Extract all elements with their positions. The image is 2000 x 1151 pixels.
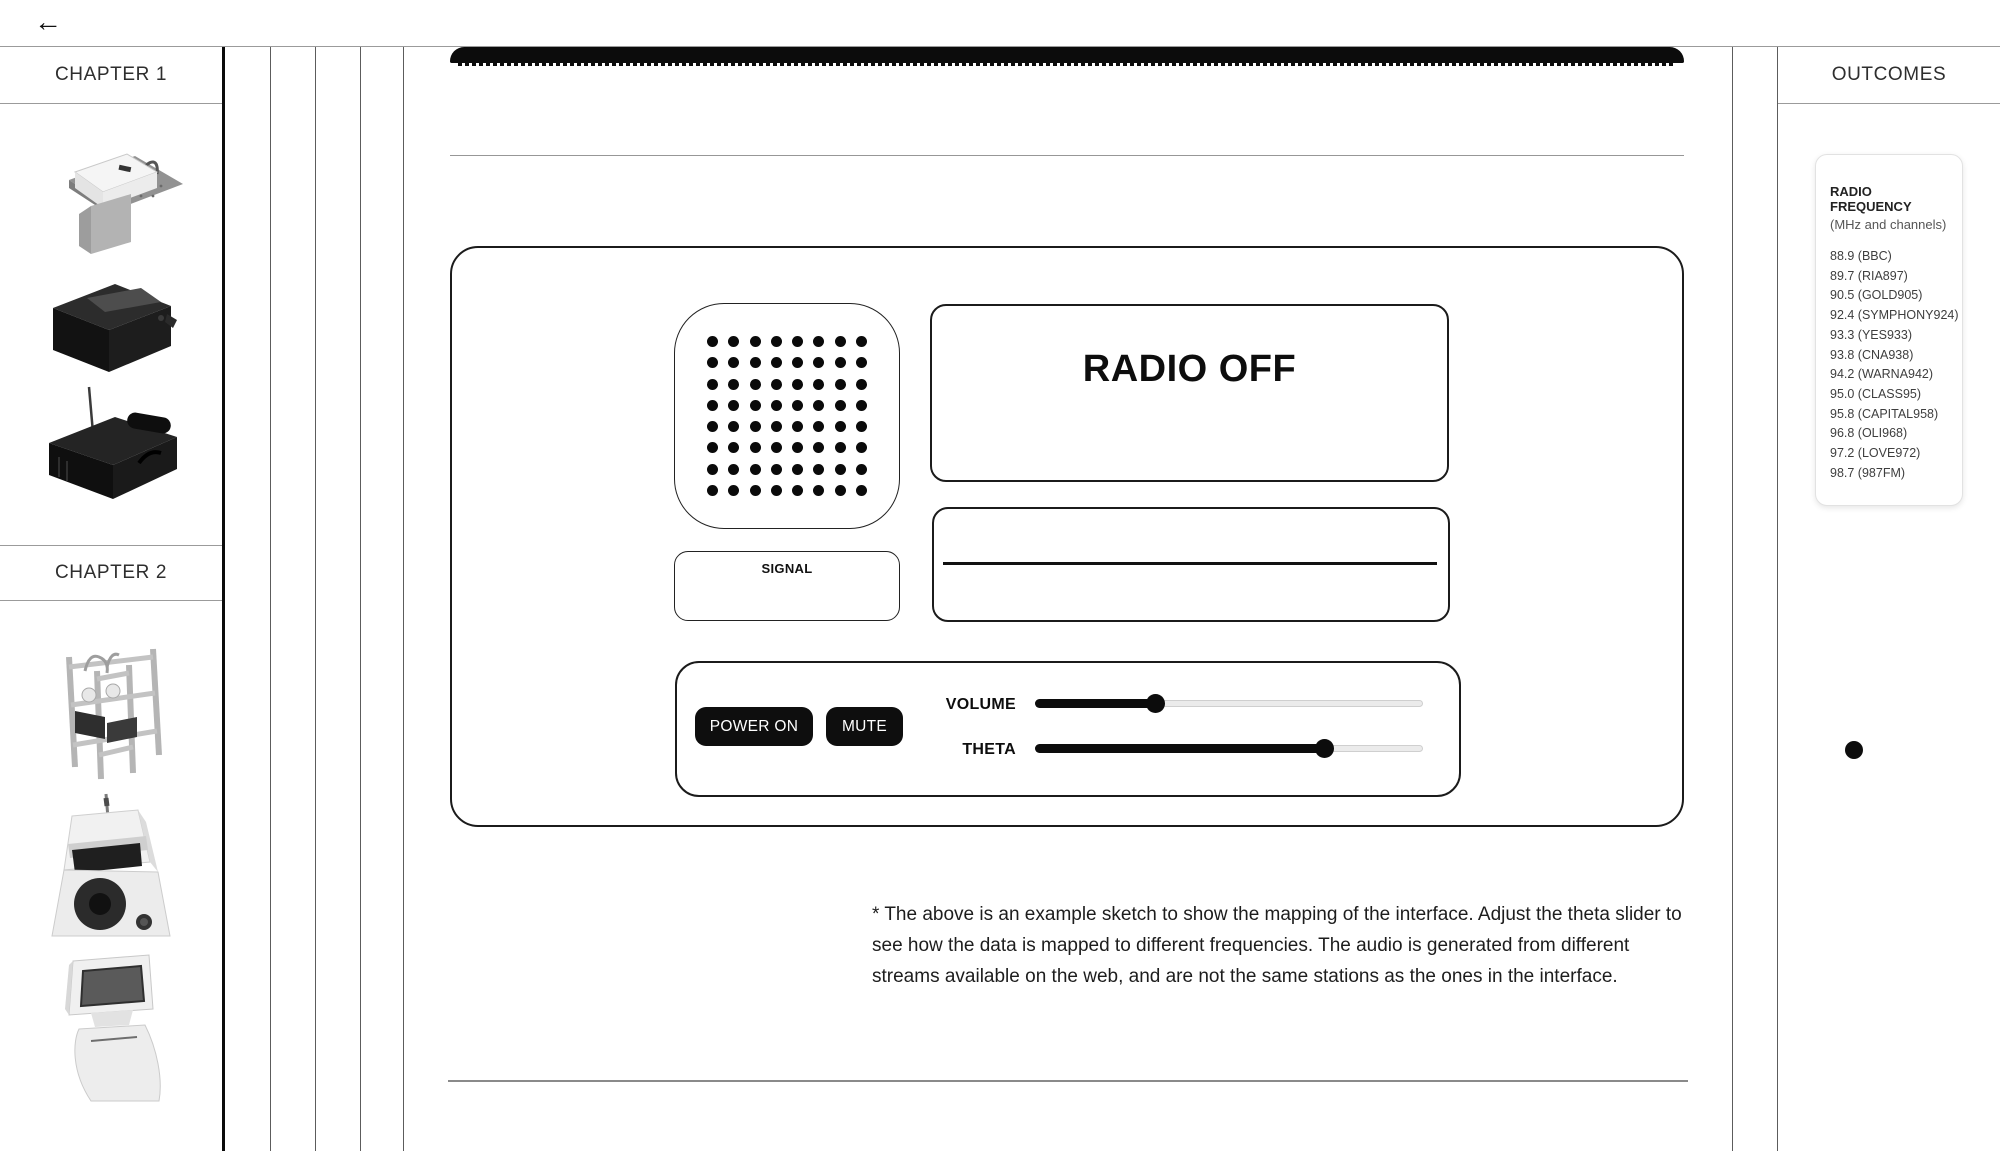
- page-edge-line: [360, 47, 361, 1151]
- page-edge-line: [1732, 47, 1733, 1151]
- theta-slider-thumb[interactable]: [1315, 739, 1334, 758]
- radio-status-display: [930, 304, 1449, 482]
- station-item: 93.8 (CNA938): [1830, 347, 1914, 362]
- signal-indicator-box: [674, 551, 900, 621]
- speaker-dot: [707, 464, 718, 475]
- page-edge-line: [315, 47, 316, 1151]
- speaker-dot: [771, 421, 782, 432]
- speaker-grid: [674, 303, 900, 529]
- speaker-dot: [835, 485, 846, 496]
- frequency-dial-box: [932, 507, 1450, 622]
- speaker-dot: [728, 464, 739, 475]
- theta-slider[interactable]: [1035, 739, 1423, 758]
- radio-interface-sketch: [450, 246, 1684, 827]
- speaker-dot: [771, 464, 782, 475]
- speaker-dot: [771, 442, 782, 453]
- outcomes-heading: OUTCOMES: [1778, 47, 2000, 104]
- station-item: 95.0 (CLASS95): [1830, 386, 1922, 401]
- volume-slider-thumb[interactable]: [1146, 694, 1165, 713]
- speaker-dot: [771, 357, 782, 368]
- speaker-dot: [792, 400, 803, 411]
- speaker-dot: [813, 357, 824, 368]
- speaker-dot: [707, 421, 718, 432]
- station-item: 92.4 (SYMPHONY924): [1830, 308, 1959, 323]
- speaker-dot: [813, 421, 824, 432]
- speaker-dot: [707, 336, 718, 347]
- page-edge-line: [270, 47, 271, 1151]
- speaker-dot: [835, 421, 846, 432]
- power-on-button[interactable]: POWER ON: [695, 707, 813, 746]
- speaker-dot: [771, 336, 782, 347]
- speaker-dot: [750, 379, 761, 390]
- page-bottom-rule: [448, 1080, 1688, 1082]
- speaker-dot: [835, 400, 846, 411]
- speaker-dot: [856, 336, 867, 347]
- speaker-dot: [856, 464, 867, 475]
- speaker-dot: [813, 400, 824, 411]
- speaker-dot: [813, 464, 824, 475]
- page-top-rule: [450, 155, 1684, 156]
- speaker-dot: [728, 485, 739, 496]
- speaker-dot: [813, 442, 824, 453]
- speaker-dot: [750, 442, 761, 453]
- theta-label: THETA: [962, 741, 1016, 758]
- speaker-dot: [771, 379, 782, 390]
- outcome-marker-dot: [1845, 741, 1863, 759]
- speaker-dot: [813, 336, 824, 347]
- station-item: 93.3 (YES933): [1830, 327, 1912, 342]
- radio-frequency-card: [1815, 154, 1963, 506]
- station-item: 89.7 (RIA897): [1830, 268, 1908, 283]
- device-thumbnail-basin-prototype[interactable]: [35, 122, 187, 258]
- theta-slider-fill: [1035, 744, 1324, 753]
- station-item: 96.8 (OLI968): [1830, 426, 1908, 441]
- device-thumbnail-white-console[interactable]: [45, 949, 177, 1105]
- device-thumbnail-black-radio[interactable]: [35, 385, 187, 503]
- volume-slider-fill: [1035, 699, 1155, 708]
- volume-label: VOLUME: [945, 696, 1016, 713]
- station-list: [1830, 247, 1959, 483]
- chapter-1-heading: CHAPTER 1: [0, 47, 222, 104]
- speaker-dot: [750, 357, 761, 368]
- station-item: 97.2 (LOVE972): [1830, 446, 1921, 461]
- speaker-dot: [728, 442, 739, 453]
- signal-label: SIGNAL: [761, 561, 813, 576]
- speaker-dot: [792, 357, 803, 368]
- speaker-dot: [792, 336, 803, 347]
- speaker-dot: [750, 400, 761, 411]
- speaker-dot: [856, 400, 867, 411]
- speaker-dot: [750, 421, 761, 432]
- speaker-dot: [728, 400, 739, 411]
- speaker-dot: [750, 464, 761, 475]
- device-thumbnail-black-box[interactable]: [43, 276, 179, 374]
- speaker-dot: [835, 336, 846, 347]
- speaker-dot: [835, 442, 846, 453]
- speaker-dot: [750, 336, 761, 347]
- page-edge-line: [403, 47, 404, 1151]
- back-arrow-icon[interactable]: ←: [34, 6, 62, 37]
- frequency-dial-line: [943, 562, 1437, 565]
- speaker-dot: [792, 442, 803, 453]
- radio-status-text: RADIO OFF: [1082, 348, 1297, 390]
- speaker-dot: [813, 485, 824, 496]
- station-item: 98.7 (987FM): [1830, 465, 1906, 480]
- speaker-dot: [771, 400, 782, 411]
- volume-slider[interactable]: [1035, 694, 1423, 713]
- speaker-dot: [813, 379, 824, 390]
- speaker-dot: [856, 421, 867, 432]
- device-thumbnail-frame-tower[interactable]: [41, 627, 181, 783]
- speaker-dot: [792, 464, 803, 475]
- speaker-dot: [835, 464, 846, 475]
- radio-frequency-card-title: RADIO FREQUENCY: [1830, 184, 1912, 214]
- speaker-dot: [707, 485, 718, 496]
- outcomes-panel: [1778, 47, 2000, 1151]
- speaker-dot: [856, 379, 867, 390]
- radio-control-panel: [675, 661, 1461, 797]
- mute-button[interactable]: MUTE: [826, 707, 903, 746]
- speaker-dot: [728, 379, 739, 390]
- speaker-dot: [792, 379, 803, 390]
- speaker-dot: [728, 336, 739, 347]
- speaker-dot: [856, 442, 867, 453]
- page-top-binding-bar: [450, 47, 1684, 63]
- speaker-dot: [707, 442, 718, 453]
- chapter-sidebar: [0, 47, 225, 1151]
- station-item: 95.8 (CAPITAL958): [1830, 406, 1939, 421]
- speaker-dot: [835, 357, 846, 368]
- speaker-dot: [792, 485, 803, 496]
- station-item: 90.5 (GOLD905): [1830, 288, 1923, 303]
- device-thumbnail-white-radio[interactable]: [42, 792, 180, 940]
- speaker-dot: [728, 357, 739, 368]
- speaker-dot: [835, 379, 846, 390]
- speaker-dot: [750, 485, 761, 496]
- station-item: 94.2 (WARNA942): [1830, 367, 1934, 382]
- speaker-dot: [856, 485, 867, 496]
- speaker-dot: [856, 357, 867, 368]
- speaker-dot: [728, 421, 739, 432]
- speaker-dot: [707, 379, 718, 390]
- footnote-text: * The above is an example sketch to show the mapping of the interface. Adjust the theta slider to see how the data is mapped to different frequencies. The audio is generated from different streams available on the web, and are not the same stations as the ones in the interface.: [872, 904, 1682, 987]
- speaker-dot: [707, 357, 718, 368]
- speaker-dot: [707, 400, 718, 411]
- station-item: 88.9 (BBC): [1830, 249, 1892, 263]
- speaker-dot: [771, 485, 782, 496]
- radio-frequency-card-subtitle: (MHz and channels): [1830, 217, 1947, 232]
- chapter-2-heading: CHAPTER 2: [0, 545, 222, 601]
- speaker-dot: [792, 421, 803, 432]
